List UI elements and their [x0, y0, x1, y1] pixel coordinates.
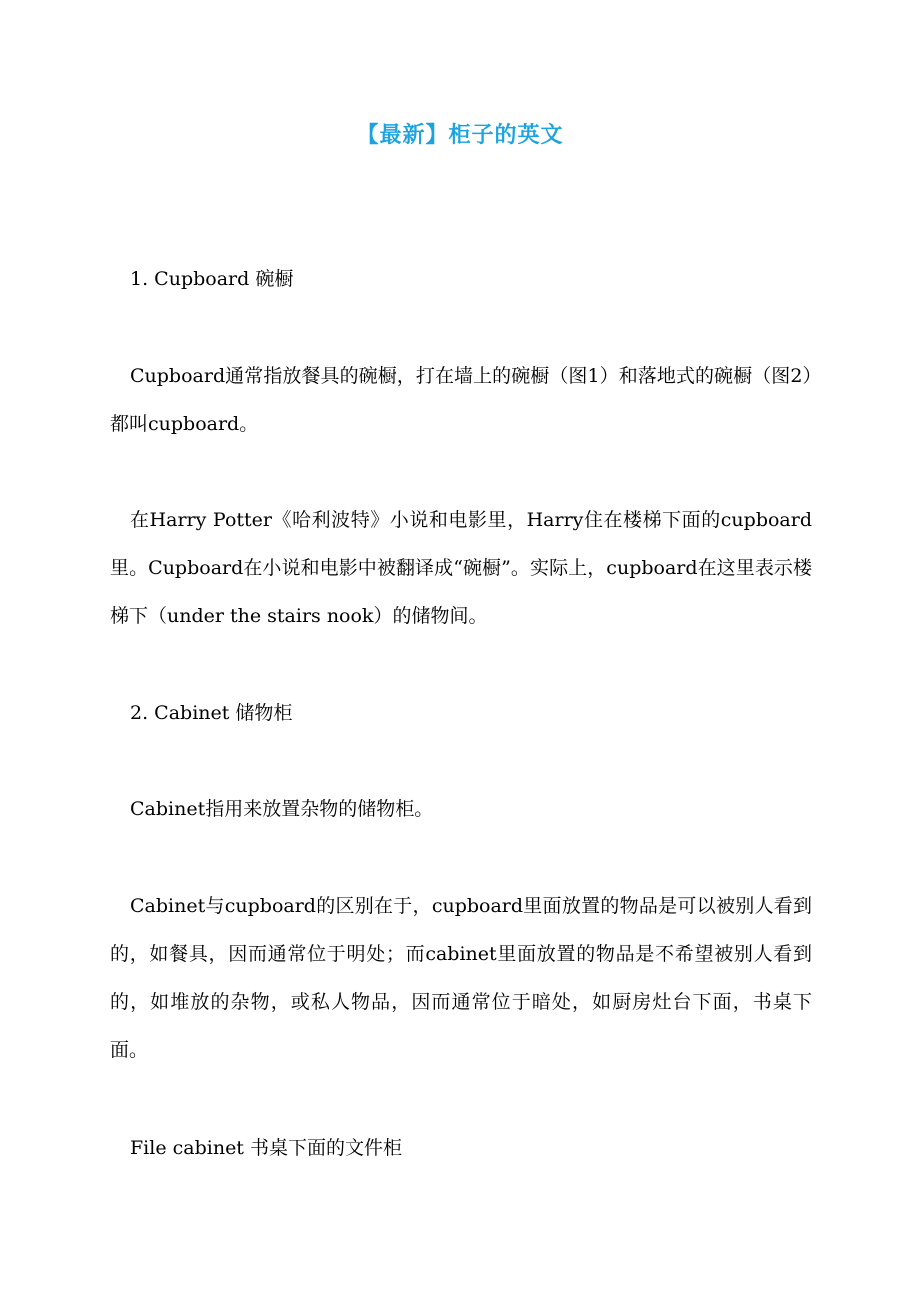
paragraph-harry-potter: 在Harry Potter《哈利波特》小说和电影里，Harry住在楼梯下面的cupboard里。Cupboard在小说和电影中被翻译成“碗橱”。实际上，cupboard在这里表示楼梯下（under the stairs nook）的储物间。	[110, 509, 812, 627]
heading-cabinet: 2. Cabinet 储物柜	[130, 702, 293, 724]
page-title: 【最新】柜子的英文	[356, 123, 564, 148]
paragraph-cabinet-vs-cupboard: Cabinet与cupboard的区别在于，cupboard里面放置的物品是可以被别人看到的，如餐具，因而通常位于明处；而cabinet里面放置的物品是不希望被别人看到的，如堆放的杂物，或私人物品，因而通常位于暗处，如厨房灶台下面，书桌下面。	[110, 895, 812, 1061]
paragraph-file-cabinet: File cabinet 书桌下面的文件柜	[130, 1137, 402, 1159]
paragraph-cabinet-definition: Cabinet指用来放置杂物的储物柜。	[130, 798, 434, 820]
heading-cupboard: 1. Cupboard 碗橱	[130, 268, 294, 290]
paragraph-cupboard-definition: Cupboard通常指放餐具的碗橱，打在墙上的碗橱（图1）和落地式的碗橱（图2）都叫cupboard。	[110, 365, 812, 435]
